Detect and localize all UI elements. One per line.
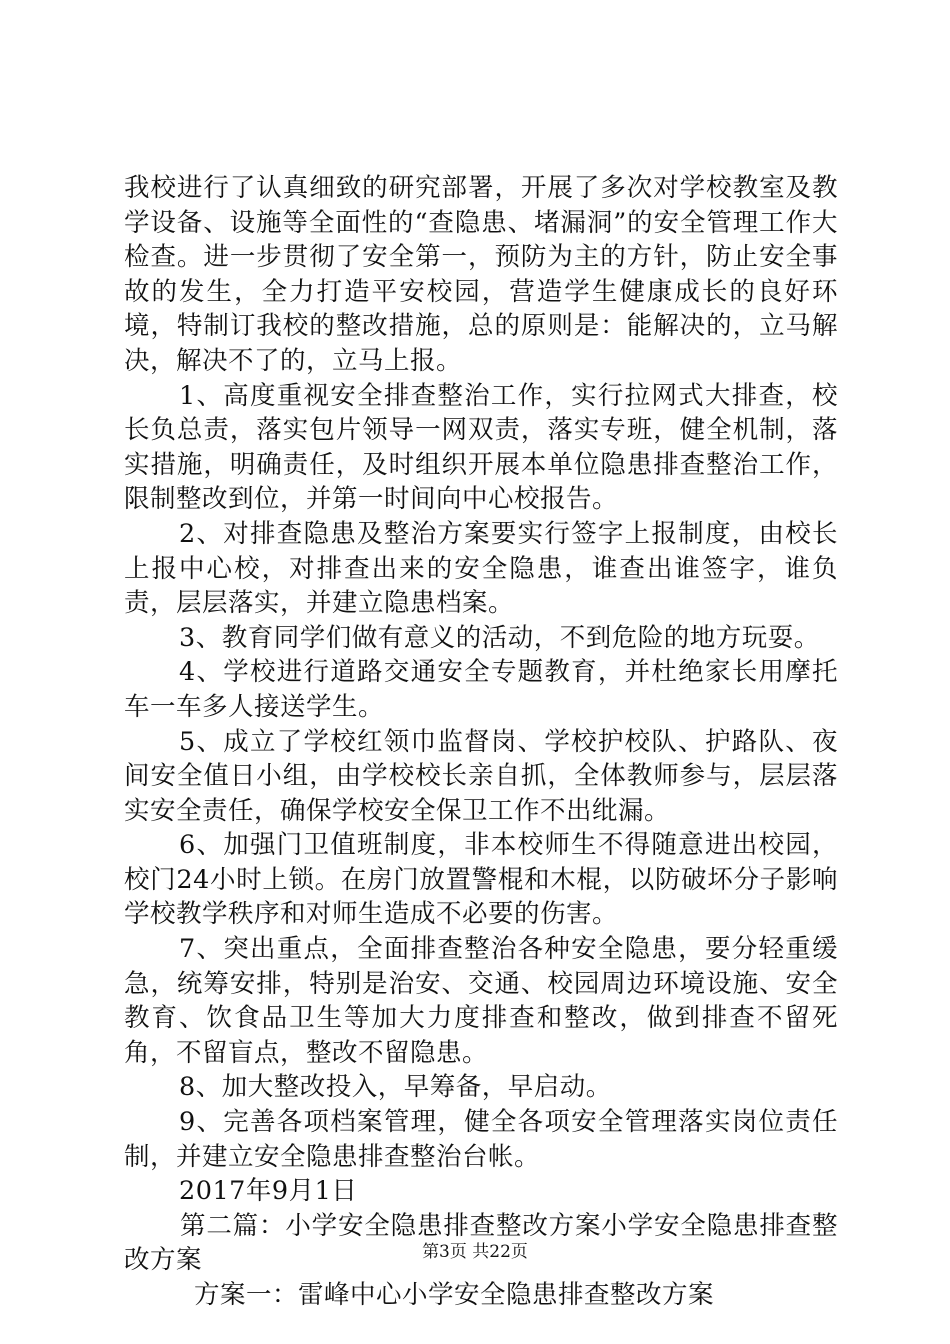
paragraph-item-5: 5、成立了学校红领巾监督岗、学校护校队、护路队、夜间安全值日小组，由学校校长亲自抓，全体教师参与，层层落实安全责任，确保学校安全保卫工作不出纰漏。 — [124, 726, 838, 826]
paragraph-item-1: 1、高度重视安全排查整治工作，实行拉网式大排查，校长负总责，落实包片领导一网双责，落实专班，健全机制，落实措施，明确责任，及时组织开展本单位隐患排查整治工作，限制整改到位，并第一时间向中心校报告。 — [124, 380, 838, 515]
paragraph-item-2: 2、对排查隐患及整治方案要实行签字上报制度，由校长上报中心校，对排查出来的安全隐患，谁查出谁签字，谁负责，层层落实，并建立隐患档案。 — [124, 518, 838, 619]
section-heading: 第二篇：小学安全隐患排查整改方案小学安全隐患排查整改方案 — [124, 1210, 838, 1276]
paragraph-item-3: 3、教育同学们做有意义的活动，不到危险的地方玩耍。 — [179, 622, 820, 653]
paragraph-item-8: 8、加大整改投入，早筹备，早启动。 — [179, 1072, 612, 1103]
page-number-footer: 第3页 共22页 — [422, 1242, 528, 1262]
paragraph-intro: 我校进行了认真细致的研究部署，开展了多次对学校教室及教学设备、设施等全面性的“查隐患、堵漏洞”的安全管理工作大检查。进一步贯彻了安全第一，预防为主的方针，防止安全事故的发生，全力打造平安校园，营造学生健康成长的良好环境，特制订我校的整改措施，总的原则是：能解决的，立马解决，解决不了的，立马上报。 — [124, 173, 838, 376]
document-date: 2017年9月1日 — [179, 1176, 358, 1207]
paragraph-item-6: 6、加强门卫值班制度，非本校师生不得随意进出校园，校门24小时上锁。在房门放置警棍和木棍，以防破坏分子影响学校教学秩序和对师生造成不必要的伤害。 — [124, 830, 838, 930]
paragraph-item-7: 7、突出重点，全面排查整治各种安全隐患，要分轻重缓急，统筹安排，特别是治安、交通、校园周边环境设施、安全教育、饮食品卫生等加大力度排查和整改，做到排查不留死角，不留盲点，整改不留隐患。 — [124, 934, 838, 1068]
subsection-heading: 方案一：雷峰中心小学安全隐患排查整改方案 — [194, 1280, 715, 1310]
paragraph-item-4: 4、学校进行道路交通安全专题教育，并杜绝家长用摩托车一车多人接送学生。 — [124, 657, 838, 722]
document-body — [124, 171, 838, 1313]
paragraph-item-9: 9、完善各项档案管理，健全各项安全管理落实岗位责任制，并建立安全隐患排查整治台帐。 — [124, 1107, 838, 1172]
